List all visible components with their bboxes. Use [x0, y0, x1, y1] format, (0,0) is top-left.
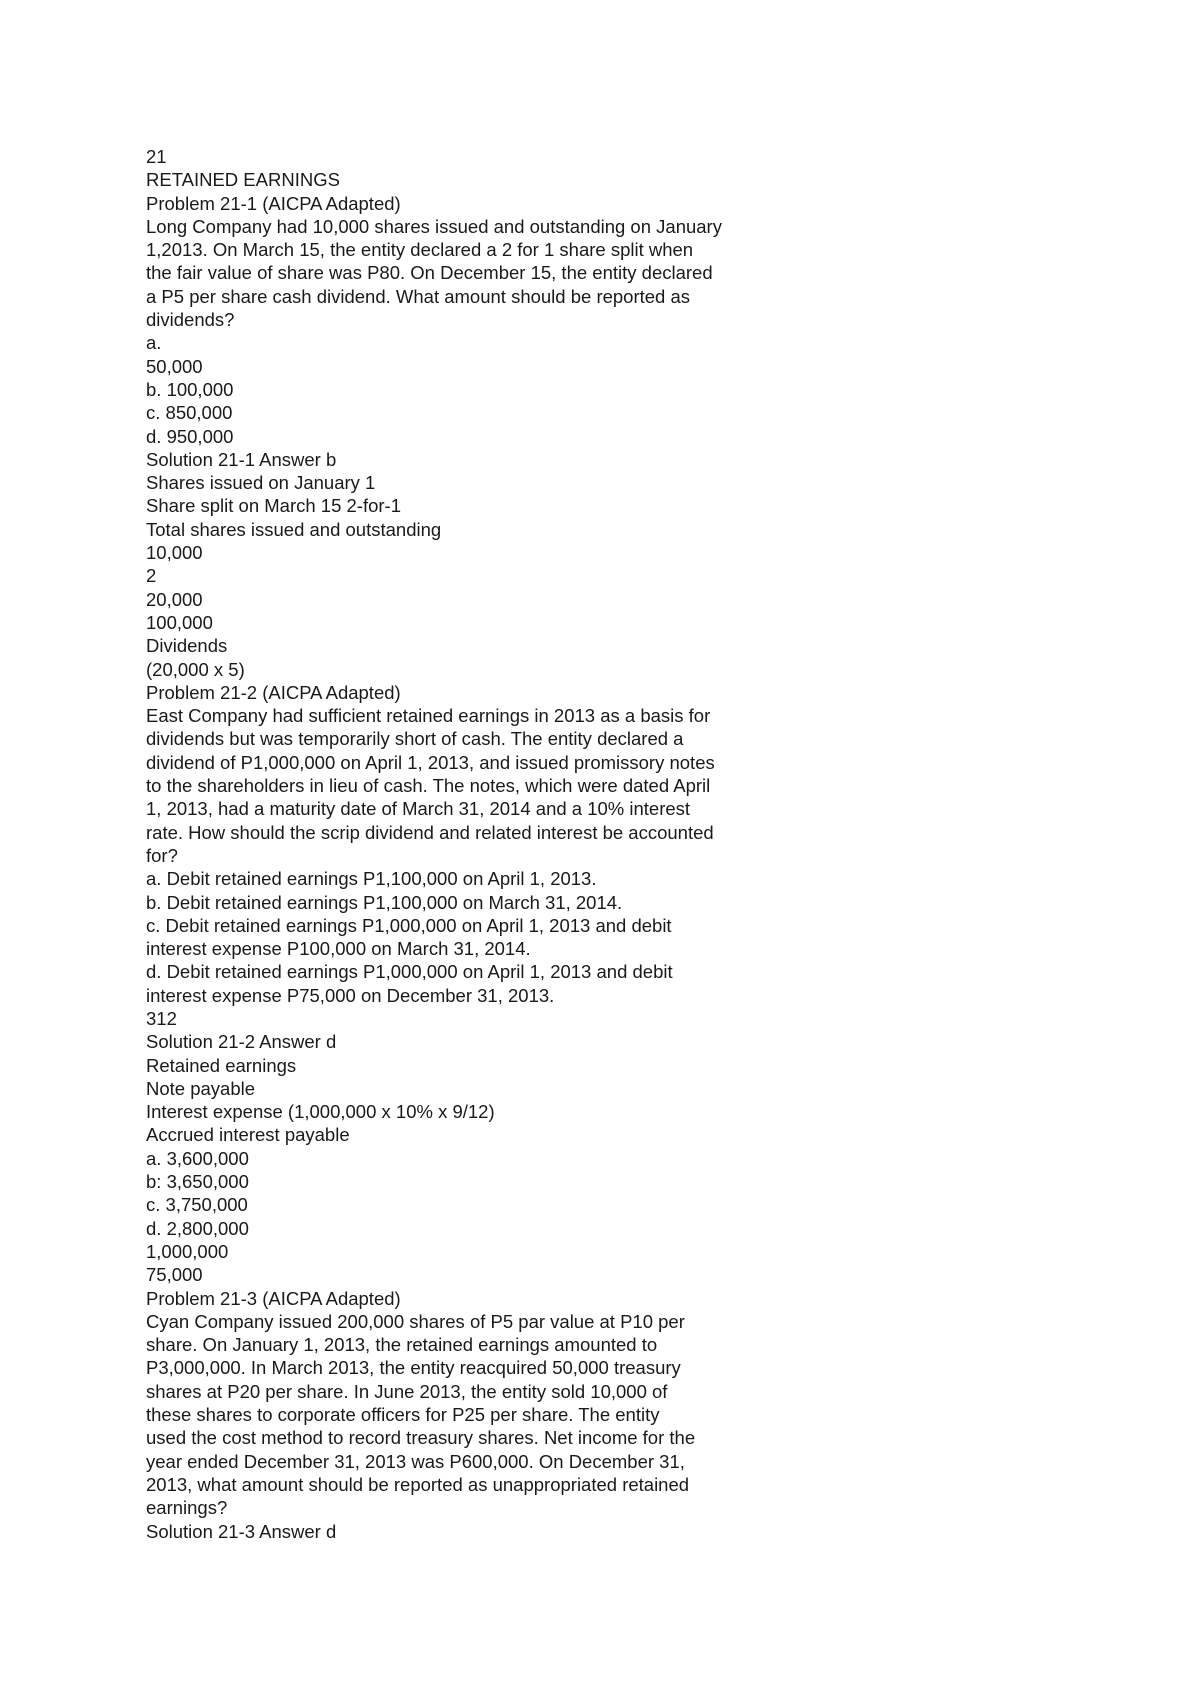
text-line: interest expense P100,000 on March 31, 2014. — [146, 938, 531, 960]
text-line: dividend of P1,000,000 on April 1, 2013, and issued promissory notes — [146, 751, 715, 773]
text-line: 100,000 — [146, 611, 213, 633]
text-line: 1,2013. On March 15, the entity declared a 2 for 1 share split when — [146, 239, 694, 261]
text-line: Cyan Company issued 200,000 shares of P5 par value at P10 per — [146, 1310, 685, 1332]
text-line: (20,000 x 5) — [146, 658, 245, 680]
text-line: 312 — [146, 1007, 177, 1029]
text-line: 75,000 — [146, 1264, 203, 1286]
text-line: 1, 2013, had a maturity date of March 31, 2014 and a 10% interest — [146, 798, 691, 820]
text-line: 10,000 — [146, 542, 203, 564]
text-line: Dividends — [146, 635, 228, 657]
text-line: d. 2,800,000 — [146, 1217, 249, 1239]
text-line: earnings? — [146, 1497, 228, 1519]
text-line: 2 — [146, 565, 157, 587]
text-line: to the shareholders in lieu of cash. The notes, which were dated April — [146, 775, 711, 797]
text-line: Interest expense (1,000,000 x 10% x 9/12) — [146, 1101, 495, 1123]
text-line: Note payable — [146, 1077, 256, 1099]
text-line: dividends? — [146, 309, 235, 331]
text-line: b. 100,000 — [146, 378, 234, 400]
text-line: Solution 21-1 Answer b — [146, 448, 337, 470]
text-line: 21 — [146, 146, 167, 167]
text-line: the fair value of share was P80. On December 15, the entity declared — [146, 262, 713, 284]
text-line: P3,000,000. In March 2013, the entity reacquired 50,000 treasury — [146, 1357, 681, 1379]
text-line: used the cost method to record treasury shares. Net income for the — [146, 1427, 696, 1449]
text-line: Problem 21-2 (AICPA Adapted) — [146, 681, 401, 703]
document-text — [146, 145, 806, 1543]
text-line: a. 3,600,000 — [146, 1147, 249, 1169]
text-line: a. Debit retained earnings P1,100,000 on April 1, 2013. — [146, 868, 597, 890]
text-line: c. 3,750,000 — [146, 1194, 248, 1216]
text-line: these shares to corporate officers for P25 per share. The entity — [146, 1404, 660, 1426]
text-line: Total shares issued and outstanding — [146, 518, 442, 540]
text-line: East Company had sufficient retained earnings in 2013 as a basis for — [146, 705, 711, 727]
text-line: 20,000 — [146, 588, 203, 610]
text-line: Problem 21-3 (AICPA Adapted) — [146, 1287, 401, 1309]
text-line: Shares issued on January 1 — [146, 472, 376, 494]
text-line: Solution 21-3 Answer d — [146, 1520, 337, 1542]
text-line: Problem 21-1 (AICPA Adapted) — [146, 192, 401, 214]
text-line: RETAINED EARNINGS — [146, 169, 340, 191]
text-line: a P5 per share cash dividend. What amount should be reported as — [146, 285, 691, 307]
text-line: rate. How should the scrip dividend and related interest be accounted — [146, 821, 714, 843]
text-line: share. On January 1, 2013, the retained earnings amounted to — [146, 1334, 658, 1356]
text-line: d. 950,000 — [146, 425, 234, 447]
text-line: shares at P20 per share. In June 2013, the entity sold 10,000 of — [146, 1380, 668, 1402]
text-line: b. Debit retained earnings P1,100,000 on March 31, 2014. — [146, 891, 623, 913]
text-line: dividends but was temporarily short of cash. The entity declared a — [146, 728, 684, 750]
text-line: 50,000 — [146, 355, 203, 377]
text-line: a. — [146, 332, 162, 354]
text-line: b: 3,650,000 — [146, 1171, 249, 1193]
text-line: Solution 21-2 Answer d — [146, 1031, 337, 1053]
text-line: Long Company had 10,000 shares issued and outstanding on January — [146, 215, 722, 237]
text-line: c. 850,000 — [146, 402, 233, 424]
text-line: Share split on March 15 2-for-1 — [146, 495, 402, 517]
text-line: interest expense P75,000 on December 31, 2013. — [146, 984, 555, 1006]
text-line: d. Debit retained earnings P1,000,000 on April 1, 2013 and debit — [146, 961, 673, 983]
text-line: for? — [146, 844, 178, 866]
text-line: c. Debit retained earnings P1,000,000 on April 1, 2013 and debit — [146, 914, 672, 936]
text-line: Accrued interest payable — [146, 1124, 350, 1146]
text-line: year ended December 31, 2013 was P600,000. On December 31, — [146, 1450, 685, 1472]
text-line: 1,000,000 — [146, 1240, 229, 1262]
text-line: Retained earnings — [146, 1054, 297, 1076]
text-line: 2013, what amount should be reported as unappropriated retained — [146, 1473, 690, 1495]
